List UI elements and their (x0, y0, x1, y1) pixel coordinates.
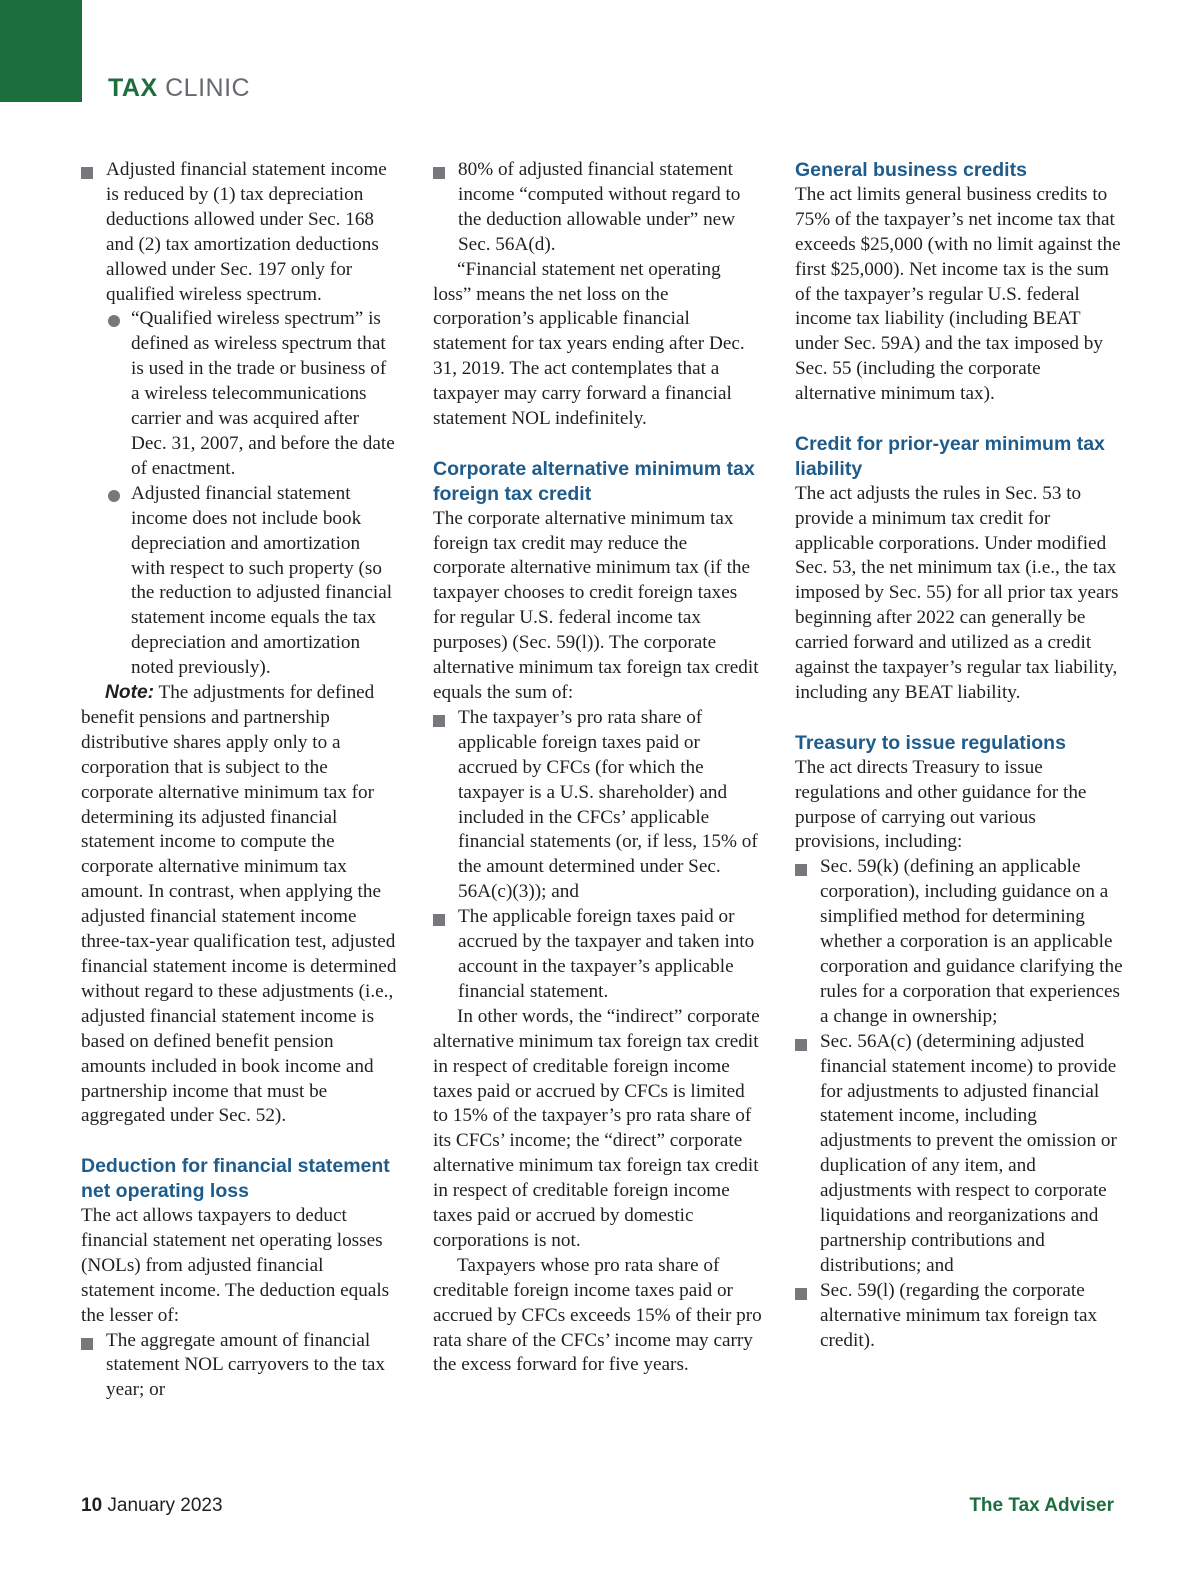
square-bullet-icon (433, 914, 445, 926)
square-bullet-icon (795, 1288, 807, 1300)
section-heading: Deduction for financial statement net operating loss (81, 1155, 390, 1203)
list-item-text: 80% of adjusted financial statement income “computed without regard to the deduction allowable under” new Sec. 56A(d). (458, 159, 741, 255)
square-bullet-icon (81, 1338, 93, 1350)
square-bullet-icon (81, 167, 93, 179)
list-item (81, 1329, 397, 1404)
body-paragraph: The act allows taxpayers to deduct financial statement net operating losses (NOLs) from adjusted financial statement income. The deduction equals the lesser of: (81, 1205, 390, 1326)
list-item-text: Sec. 59(l) (regarding the corporate alternative minimum tax foreign tax credit). (820, 1279, 1098, 1351)
list-item (795, 855, 1125, 1029)
list-item-text: Adjusted financial statement income does not include book depreciation and amortization with respect to such property (so the reduction to adjusted financial statement income equals the tax depreciation and amortization noted previously). (131, 482, 393, 679)
note-label: Note: (105, 682, 155, 704)
list-item (795, 1279, 1125, 1354)
sub-list-item (81, 307, 397, 481)
list-item (795, 1030, 1125, 1279)
body-paragraph: The corporate alternative minimum tax foreign tax credit may reduce the corporate alternative minimum tax (if the taxpayer chooses to credit foreign taxes for regular U.S. federal income tax purposes) (Sec. 59(l)). The corporate alternative minimum tax foreign tax credit equals the sum of: (433, 507, 759, 704)
list-item (433, 706, 763, 905)
issue-date: January 2023 (107, 1495, 223, 1516)
body-paragraph: The act limits general business credits to 75% of the taxpayer’s net income tax that exceeds $25,000 (with no limit against the first $25,000). Net income tax is the sum of the taxpayer’s regular U.S. federal income tax liability (including BEAT under Sec. 59A) and the tax imposed by Sec. 55 (including the corporate alternative minimum tax). (795, 183, 1121, 405)
note-text: The adjustments for defined benefit pensions and partnership distributive shares apply only to a corporation that is subject to the corporate alternative minimum tax for determining its adjusted financial statement income to compute the corporate alternative minimum tax amount. In contrast, when applying the adjusted financial statement income three-tax-year qualification test, adjusted financial statement income is determined without regard to these adjustments (i.e., adjusted financial statement income is based on defined benefit pension amounts included in book income and partnership income that must be aggregated under Sec. 52). (81, 682, 397, 1127)
list-item-text: The taxpayer’s pro rata share of applicable foreign taxes paid or accrued by CFCs (for which the taxpayer is a U.S. shareholder) and included in the CFCs’ applicable financial statements (or, if less, 15% of the amount determined under Sec. 56A(c)(3)); and (458, 706, 758, 903)
page-number: 10 (81, 1495, 103, 1516)
list-item-text: The aggregate amount of financial statement NOL carryovers to the tax year; or (106, 1329, 386, 1401)
square-bullet-icon (795, 864, 807, 876)
note-paragraph (81, 681, 397, 1129)
section-heading: Credit for prior-year minimum tax liability (795, 432, 1105, 480)
square-bullet-icon (795, 1039, 807, 1051)
body-paragraph: The act adjusts the rules in Sec. 53 to provide a minimum tax credit for applicable corporations. Under modified Sec. 53, the net minimum tax (i.e., the tax imposed by Sec. 55) for all prior tax years beginning after 2022 can generally be carried forward and utilized as a credit against the taxpayer’s regular tax liability, including any BEAT liability. (795, 482, 1119, 704)
section-color-block (0, 0, 82, 102)
list-item-text: “Qualified wireless spectrum” is defined as wireless spectrum that is used in the trade or business of a wireless telecommunications carrier and was acquired after Dec. 31, 2007, and before the date of enactment. (131, 308, 395, 479)
section-heading: Corporate alternative minimum tax foreign tax credit (433, 457, 755, 505)
square-bullet-icon (433, 715, 445, 727)
list-item-text: Adjusted financial statement income is reduced by (1) tax depreciation deductions allowed under Sec. 168 and (2) tax amortization deductions allowed under Sec. 197 only for qualified wireless spectrum. (106, 159, 387, 305)
body-paragraph: The act directs Treasury to issue regulations and other guidance for the purpose of carrying out various provisions, including: (795, 756, 1087, 853)
section-heading: Treasury to issue regulations (795, 731, 1066, 754)
footer-folio (81, 1495, 223, 1517)
column-2 (433, 158, 763, 1378)
list-item-text: Sec. 59(k) (defining an applicable corporation), including guidance on a simplified method for determining whether a corporation is an applicable corporation and guidance clarifying the rules for a corporation that experiences a change in ownership; (820, 856, 1123, 1027)
publication-name: The Tax Adviser (969, 1495, 1114, 1516)
round-bullet-icon (108, 490, 120, 502)
list-item (433, 905, 763, 1005)
column-3 (795, 158, 1125, 1353)
body-paragraph: Taxpayers whose pro rata share of creditable foreign income taxes paid or accrued by CFCs exceeds 15% of their pro rata share of the CFCs’ income may carry the excess forward for five years. (433, 1254, 762, 1376)
running-head (108, 76, 250, 101)
body-paragraph: “Financial statement net operating loss” means the net loss on the corporation’s applicable financial statement for tax years ending after Dec. 31, 2019. The act contemplates that a taxpayer may carry forward a financial statement NOL indefinitely. (433, 258, 745, 430)
list-item-text: The applicable foreign taxes paid or accrued by the taxpayer and taken into account in the taxpayer’s applicable financial statement. (458, 906, 755, 1002)
body-paragraph: In other words, the “indirect” corporate alternative minimum tax foreign tax credit in respect of creditable foreign income taxes paid or accrued by CFCs is limited to 15% of the taxpayer’s pro rata share of its CFCs’ income; the “direct” corporate alternative minimum tax foreign tax credit in respect of creditable foreign income taxes paid or accrued by domestic corporations is not. (433, 1005, 760, 1251)
section-title-light: CLINIC (165, 74, 251, 102)
list-item (433, 158, 763, 258)
sub-list-item (81, 482, 397, 681)
list-item (81, 158, 397, 307)
column-1 (81, 158, 397, 1403)
list-item-text: Sec. 56A(c) (determining adjusted financial statement income) to provide for adjustments to adjusted financial statement income, including adjustments to prevent the omission or duplication of any item, and adjustments with respect to corporate liquidations and reorganizations and partnership contributions and distributions; and (820, 1030, 1117, 1276)
square-bullet-icon (433, 167, 445, 179)
section-title-bold: TAX (108, 74, 158, 102)
section-heading: General business credits (795, 159, 1027, 181)
round-bullet-icon (108, 315, 120, 327)
